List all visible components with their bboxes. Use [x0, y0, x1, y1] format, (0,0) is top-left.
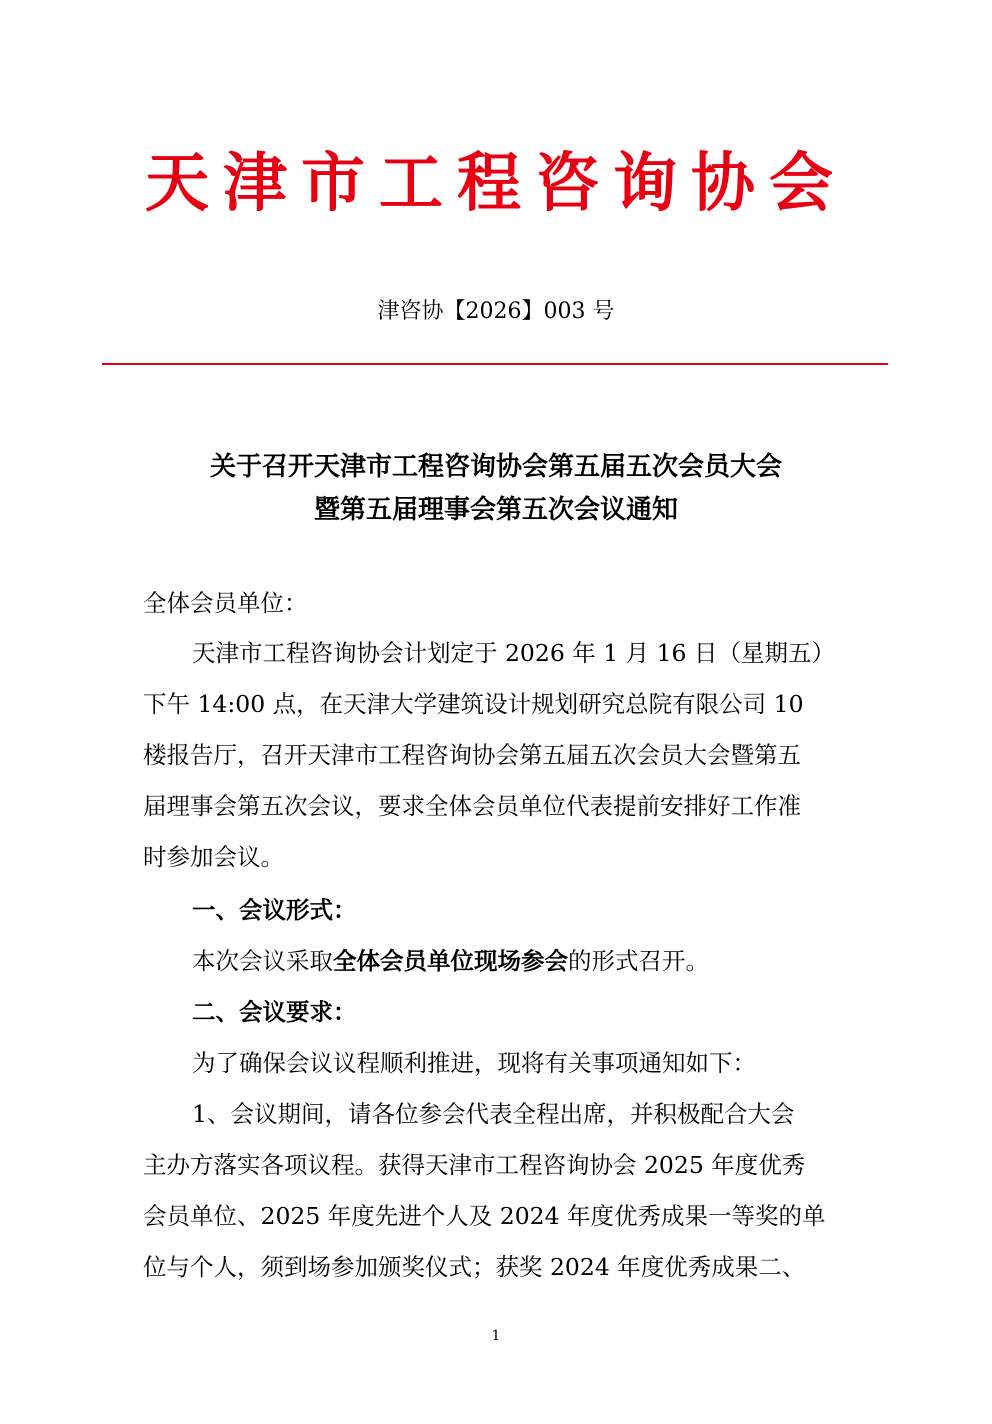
section-1-text-after: 的形式召开。 — [568, 947, 709, 975]
section-1-heading: 一、会议形式： — [192, 896, 357, 924]
paragraph-1-line-2: 下午 14:00 点，在天津大学建筑设计规划研究总院有限公司 10 — [143, 690, 804, 718]
paragraph-1-line-4: 届理事会第五次会议，要求全体会员单位代表提前安排好工作准 — [143, 792, 801, 820]
section-2-intro: 为了确保会议议程顺利推进，现将有关事项通知如下： — [192, 1049, 756, 1077]
salutation: 全体会员单位： — [143, 589, 308, 617]
page-number: 1 — [491, 1328, 501, 1344]
section-1-text-emphasis: 全体会员单位现场参会 — [333, 947, 568, 975]
item-1-line-1: 1、会议期间，请各位参会代表全程出席，并积极配合大会 — [192, 1100, 795, 1128]
item-1-line-2: 主办方落实各项议程。获得天津市工程咨询协会 2025 年度优秀 — [143, 1151, 806, 1179]
section-1-text-before: 本次会议采取 — [192, 947, 333, 975]
item-1-line-4: 位与个人，须到场参加颁奖仪式；获奖 2024 年度优秀成果二、 — [143, 1253, 806, 1281]
document-number: 津咨协【2026】003 号 — [377, 299, 615, 324]
paragraph-1-line-3: 楼报告厅，召开天津市工程咨询协会第五届五次会员大会暨第五 — [143, 741, 801, 769]
paragraph-1-line-5: 时参加会议。 — [143, 843, 284, 871]
section-1-text — [143, 936, 855, 987]
notice-title-line-2: 暨第五届理事会第五次会议通知 — [313, 495, 678, 525]
notice-title-line-1: 关于召开天津市工程咨询协会第五届五次会员大会 — [209, 452, 782, 482]
red-divider-rule — [102, 363, 888, 365]
org-name-heading: 天津市工程咨询协会 — [145, 146, 847, 221]
section-2-heading: 二、会议要求： — [192, 998, 357, 1026]
item-1-line-3: 会员单位、2025 年度先进个人及 2024 年度优秀成果一等奖的单 — [143, 1202, 826, 1230]
paragraph-1-line-1: 天津市工程咨询协会计划定于 2026 年 1 月 16 日（星期五） — [192, 639, 835, 667]
